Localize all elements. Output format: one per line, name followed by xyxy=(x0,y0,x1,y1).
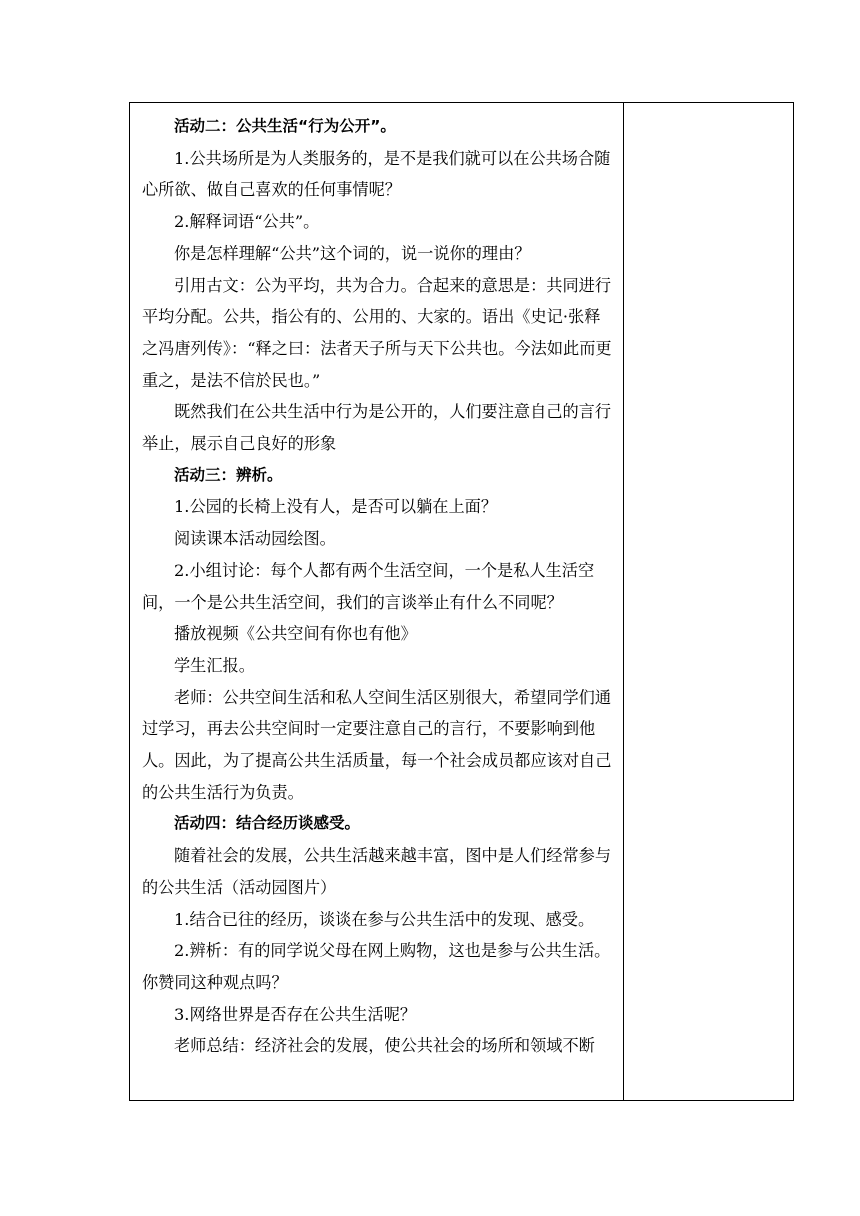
section-heading-activity-4: 活动四：结合经历谈感受。 xyxy=(174,814,361,833)
paragraph: 3.网络世界是否存在公共生活呢？ xyxy=(174,1004,417,1024)
section-heading-activity-3: 活动三：辨析。 xyxy=(174,465,283,484)
paragraph: 随着社会的发展，公共生活越来越丰富，图中是人们经常参与的公共生活（活动园图片） xyxy=(142,846,612,897)
notes-cell xyxy=(624,103,793,1100)
paragraph: 学生汇报。 xyxy=(174,655,255,675)
paragraph: 2.小组讨论：每个人都有两个生活空间，一个是私人生活空间，一个是公共生活空间，我们的言谈举止有什么不同呢？ xyxy=(142,560,595,612)
paragraph: 老师：公共空间生活和私人空间生活区别很大，希望同学们通过学习，再去公共空间时一定要注意自己的言行，不要影响到他人。因此，为了提高公共生活质量，每一个社会成员都应该对自己的公共生活行为负责。 xyxy=(142,687,612,802)
paragraph: 老师总结：经济社会的发展，使公共社会的场所和领域不断 xyxy=(174,1036,595,1056)
paragraph: 既然我们在公共生活中行为是公开的，人们要注意自己的言行举止，展示自己良好的形象 xyxy=(142,402,612,454)
paragraph: 引用古文：公为平均，共为合力。合起来的意思是：共同进行平均分配。公共，指公有的、公用的、大家的。语出《史记·张释之冯唐列传》：“释之曰：法者天子所与天下公共也。今法如此而更重之，是法不信於民也。” xyxy=(142,275,612,390)
paragraph: 播放视频《公共空间有你也有他》 xyxy=(174,624,417,644)
section-heading-activity-2: 活动二：公共生活“行为公开”。 xyxy=(174,117,396,135)
paragraph: 1.公园的长椅上没有人，是否可以躺在上面？ xyxy=(174,497,498,517)
paragraph: 阅读课本活动园绘图。 xyxy=(174,529,336,549)
paragraph: 1.公共场所是为人类服务的，是不是我们就可以在公共场合随心所欲、做自己喜欢的任何事情呢？ xyxy=(142,148,611,200)
paragraph: 1.结合已往的经历，谈谈在参与公共生活中的发现、感受。 xyxy=(174,909,595,929)
paragraph: 2.辨析：有的同学说父母在网上购物，这也是参与公共生活。你赞同这种观点吗？ xyxy=(142,941,611,992)
lesson-content-cell xyxy=(130,103,624,1100)
paragraph: 你是怎样理解“公共”这个词的，说一说你的理由？ xyxy=(174,243,531,263)
lesson-table xyxy=(129,102,794,1101)
paragraph: 2.解释词语“公共”。 xyxy=(174,212,320,232)
